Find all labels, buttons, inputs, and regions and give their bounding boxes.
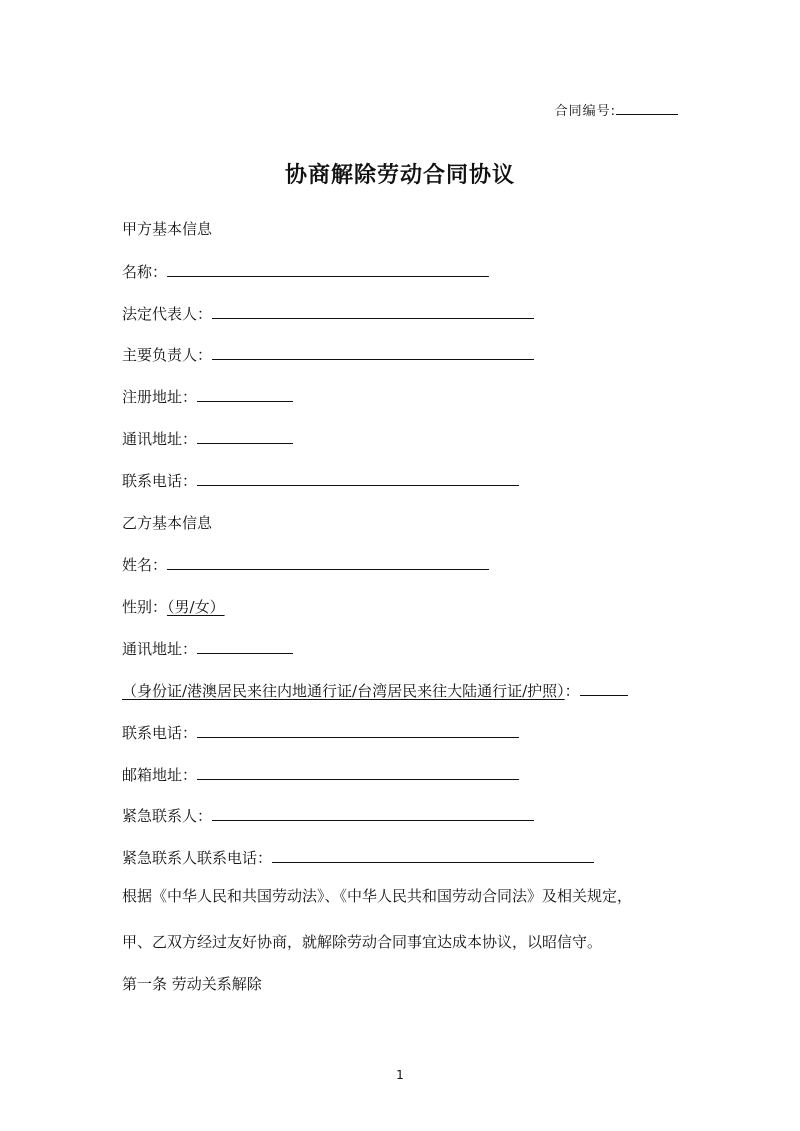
party-a-name-label: 名称： xyxy=(122,263,168,281)
party-a-name-field[interactable] xyxy=(167,262,489,277)
party-b-id-colon: ： xyxy=(564,682,580,700)
party-a-phone-label: 联系电话： xyxy=(122,472,198,490)
party-b-mail-address-row xyxy=(122,639,293,659)
party-a-legal-rep-field[interactable] xyxy=(212,304,534,319)
party-a-reg-address-field[interactable] xyxy=(197,387,293,402)
body-paragraph-line-2: 甲、乙双方经过友好协商，就解除劳动合同事宜达成本协议，以昭信守。 xyxy=(122,933,603,951)
party-b-gender-label: 性别： xyxy=(122,598,168,616)
contract-number xyxy=(555,100,678,119)
party-a-principal-label: 主要负责人： xyxy=(122,346,213,364)
page-number: 1 xyxy=(396,1068,404,1082)
party-b-mail-address-label: 通讯地址： xyxy=(122,640,198,658)
party-b-gender-row xyxy=(122,597,225,617)
party-b-phone-field[interactable] xyxy=(197,723,519,738)
party-b-phone-label: 联系电话： xyxy=(122,724,198,742)
party-b-id-type[interactable]: （身份证/港澳居民来往内地通行证/台湾居民来往大陆通行证/护照） xyxy=(122,682,565,700)
party-b-emergency-phone-label: 紧急联系人联系电话： xyxy=(122,849,273,867)
party-a-heading: 甲方基本信息 xyxy=(122,220,213,238)
party-a-name-row xyxy=(122,262,489,282)
party-b-id-row xyxy=(122,681,628,701)
party-b-mail-address-field[interactable] xyxy=(197,639,293,654)
party-a-principal-field[interactable] xyxy=(212,345,534,360)
body-paragraph-line-1: 根据《中华人民和共国劳动法》、《中华人民共和国劳动合同法》及相关规定， xyxy=(122,887,633,905)
party-b-emergency-phone-field[interactable] xyxy=(272,848,594,863)
party-b-emergency-contact-row xyxy=(122,806,534,826)
document-title: 协商解除劳动合同协议 xyxy=(284,163,515,188)
party-b-email-label: 邮箱地址： xyxy=(122,766,198,784)
party-b-emergency-phone-row xyxy=(122,848,594,868)
party-b-email-field[interactable] xyxy=(197,765,519,780)
party-a-phone-row xyxy=(122,471,519,491)
party-a-principal-row xyxy=(122,345,534,365)
party-a-legal-rep-row xyxy=(122,304,534,324)
party-a-phone-field[interactable] xyxy=(197,471,519,486)
party-b-email-row xyxy=(122,765,519,785)
contract-number-label: 合同编号: xyxy=(554,104,616,119)
party-b-id-field[interactable] xyxy=(580,681,628,696)
party-b-gender-value[interactable]: （男/女） xyxy=(167,598,225,616)
article-1-heading: 第一条 劳动关系解除 xyxy=(122,975,262,993)
party-a-mail-address-row xyxy=(122,429,293,449)
party-a-reg-address-label: 注册地址： xyxy=(122,388,198,406)
party-a-legal-rep-label: 法定代表人： xyxy=(122,305,213,323)
party-a-mail-address-field[interactable] xyxy=(197,429,293,444)
party-b-phone-row xyxy=(122,723,519,743)
party-a-mail-address-label: 通讯地址： xyxy=(122,430,198,448)
party-b-emergency-contact-label: 紧急联系人： xyxy=(122,807,213,825)
contract-number-field[interactable] xyxy=(616,102,678,115)
party-b-name-row xyxy=(122,555,489,575)
party-a-reg-address-row xyxy=(122,387,293,407)
party-b-name-field[interactable] xyxy=(167,555,489,570)
party-b-heading: 乙方基本信息 xyxy=(122,514,213,532)
party-b-name-label: 姓名： xyxy=(122,556,168,574)
party-b-emergency-contact-field[interactable] xyxy=(212,806,534,821)
